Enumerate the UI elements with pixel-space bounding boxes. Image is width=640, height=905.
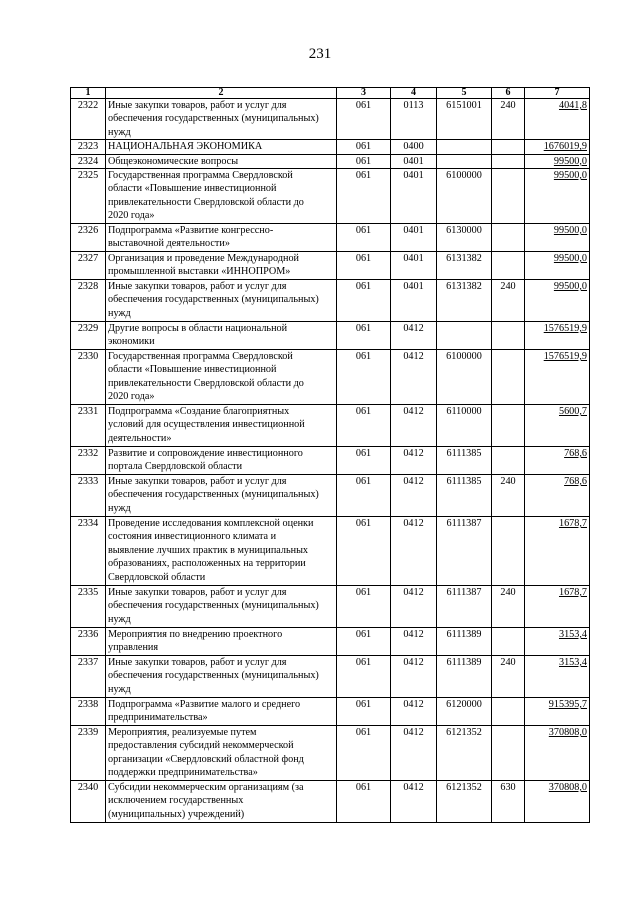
amount-value: 3153,4	[558, 657, 587, 669]
row-name-line: обеспечения государственных (муниципальных)	[108, 294, 319, 306]
row-number: 2334	[71, 517, 106, 586]
target-article-code: 6111389	[437, 628, 492, 656]
section-code: 0412	[391, 475, 437, 517]
row-name-line: Иные закупки товаров, работ и услуг для	[108, 657, 287, 669]
ministry-code: 061	[337, 628, 391, 656]
section-code: 0412	[391, 517, 437, 586]
amount-cell	[525, 475, 590, 517]
column-header: 2	[106, 88, 337, 99]
ministry-code: 061	[337, 698, 391, 726]
ministry-code: 061	[337, 252, 391, 280]
amount-cell	[525, 405, 590, 447]
ministry-code: 061	[337, 586, 391, 628]
table-row	[71, 350, 590, 405]
section-code: 0412	[391, 405, 437, 447]
table-row	[71, 99, 590, 140]
row-name-line: промышленной выставки «ИННОПРОМ»	[108, 266, 291, 278]
target-article-code: 6151001	[437, 99, 492, 140]
row-name	[106, 224, 337, 252]
amount-cell	[525, 586, 590, 628]
section-code: 0113	[391, 99, 437, 140]
section-code: 0412	[391, 322, 437, 350]
row-name	[106, 140, 337, 154]
row-number: 2337	[71, 656, 106, 698]
amount-cell	[525, 322, 590, 350]
amount-cell	[525, 350, 590, 405]
target-article-code	[437, 154, 492, 168]
row-name	[106, 322, 337, 350]
expense-type-code	[492, 154, 525, 168]
section-code: 0401	[391, 280, 437, 322]
section-code: 0412	[391, 726, 437, 781]
row-name	[106, 586, 337, 628]
target-article-code: 6130000	[437, 224, 492, 252]
column-header: 1	[71, 88, 106, 99]
target-article-code	[437, 140, 492, 154]
row-name-line: обеспечения государственных (муниципальных)	[108, 113, 319, 125]
row-name-line: области «Повышение инвестиционной	[108, 364, 277, 376]
target-article-code: 6111387	[437, 517, 492, 586]
ministry-code: 061	[337, 405, 391, 447]
ministry-code: 061	[337, 517, 391, 586]
row-name-line: поддержки предпринимательства»	[108, 767, 258, 779]
section-code: 0412	[391, 628, 437, 656]
target-article-code: 6100000	[437, 350, 492, 405]
row-name-line: НАЦИОНАЛЬНАЯ ЭКОНОМИКА	[108, 141, 263, 153]
amount-value: 5600,7	[558, 406, 587, 418]
expense-type-code: 240	[492, 656, 525, 698]
column-header: 7	[525, 88, 590, 99]
row-name-line: Субсидии некоммерческим организациям (за	[108, 782, 304, 794]
row-name-line: Организация и проведение Международной	[108, 253, 299, 265]
section-code: 0412	[391, 447, 437, 475]
ministry-code: 061	[337, 224, 391, 252]
expense-type-code	[492, 140, 525, 154]
expense-type-code	[492, 252, 525, 280]
row-name-line: Другие вопросы в области национальной	[108, 323, 288, 335]
table-row	[71, 628, 590, 656]
amount-cell	[525, 252, 590, 280]
row-name-line: обеспечения государственных (муниципальных)	[108, 600, 319, 612]
expense-type-code	[492, 322, 525, 350]
row-name	[106, 698, 337, 726]
table-row	[71, 447, 590, 475]
target-article-code: 6121352	[437, 726, 492, 781]
amount-value: 1576519,9	[543, 323, 587, 335]
ministry-code: 061	[337, 781, 391, 823]
table-row	[71, 656, 590, 698]
row-name	[106, 517, 337, 586]
section-code: 0400	[391, 140, 437, 154]
row-number: 2340	[71, 781, 106, 823]
amount-value: 370808,0	[548, 782, 587, 794]
row-name	[106, 350, 337, 405]
row-number: 2338	[71, 698, 106, 726]
column-header: 6	[492, 88, 525, 99]
row-name-line: условий для осуществления инвестиционной	[108, 419, 305, 431]
row-name	[106, 252, 337, 280]
target-article-code: 6131382	[437, 280, 492, 322]
amount-cell	[525, 517, 590, 586]
row-name-line: Развитие и сопровождение инвестиционного	[108, 448, 303, 460]
row-name-line: Иные закупки товаров, работ и услуг для	[108, 100, 287, 111]
row-name-line: предоставления субсидий некоммерческой	[108, 740, 294, 752]
expense-type-code	[492, 169, 525, 224]
ministry-code: 061	[337, 726, 391, 781]
amount-value: 1678,7	[558, 587, 587, 599]
row-number: 2324	[71, 154, 106, 168]
ministry-code: 061	[337, 475, 391, 517]
row-name-line: привлекательности Свердловской области до	[108, 196, 304, 208]
row-name-line: Подпрограмма «Развитие конгрессно-	[108, 225, 274, 237]
row-name-line: управления	[108, 642, 159, 654]
row-name-line: 2020 года»	[108, 210, 155, 222]
row-name	[106, 656, 337, 698]
amount-cell	[525, 781, 590, 823]
table-row	[71, 781, 590, 823]
amount-cell	[525, 447, 590, 475]
row-name	[106, 475, 337, 517]
amount-value: 1678,7	[558, 518, 587, 530]
expense-type-code: 240	[492, 280, 525, 322]
amount-value: 99500,0	[553, 225, 587, 237]
budget-table	[70, 87, 590, 823]
row-name-line: Подпрограмма «Развитие малого и среднего	[108, 699, 301, 711]
target-article-code: 6100000	[437, 169, 492, 224]
row-name-line: 2020 года»	[108, 391, 155, 403]
ministry-code: 061	[337, 447, 391, 475]
amount-value: 99500,0	[553, 253, 587, 265]
row-number: 2339	[71, 726, 106, 781]
section-code: 0412	[391, 698, 437, 726]
row-name-line: (муниципальных) учреждений)	[108, 808, 245, 820]
row-name-line: обеспечения государственных (муниципальных)	[108, 489, 319, 501]
amount-value: 4041,8	[558, 100, 587, 111]
row-name	[106, 99, 337, 140]
expense-type-code	[492, 350, 525, 405]
section-code: 0401	[391, 252, 437, 280]
table-row	[71, 322, 590, 350]
expense-type-code: 240	[492, 99, 525, 140]
amount-cell	[525, 726, 590, 781]
row-name-line: Иные закупки товаров, работ и услуг для	[108, 281, 287, 293]
row-name-line: нужд	[108, 502, 131, 514]
table-body	[71, 99, 590, 823]
row-name-line: экономики	[108, 336, 155, 348]
row-name-line: Общеэкономические вопросы	[108, 155, 239, 167]
amount-value: 3153,4	[558, 629, 587, 641]
section-code: 0412	[391, 781, 437, 823]
row-name-line: выставочной деятельности»	[108, 238, 230, 250]
amount-value: 370808,0	[548, 727, 587, 739]
table-row	[71, 169, 590, 224]
row-name	[106, 781, 337, 823]
expense-type-code	[492, 447, 525, 475]
table-row	[71, 252, 590, 280]
row-name-line: Проведение исследования комплексной оценки	[108, 518, 314, 530]
row-name	[106, 154, 337, 168]
row-name-line: Иные закупки товаров, работ и услуг для	[108, 587, 287, 599]
row-number: 2326	[71, 224, 106, 252]
ministry-code: 061	[337, 350, 391, 405]
row-number: 2327	[71, 252, 106, 280]
amount-value: 768,6	[564, 476, 587, 488]
row-name-line: привлекательности Свердловской области до	[108, 377, 304, 389]
column-header: 5	[437, 88, 492, 99]
ministry-code: 061	[337, 322, 391, 350]
amount-value: 99500,0	[553, 281, 587, 293]
row-number: 2336	[71, 628, 106, 656]
row-name-line: Мероприятия, реализуемые путем	[108, 727, 257, 739]
section-code: 0401	[391, 169, 437, 224]
row-name-line: Подпрограмма «Создание благоприятных	[108, 406, 290, 418]
ministry-code: 061	[337, 140, 391, 154]
page-number: 231	[308, 46, 332, 62]
row-number: 2323	[71, 140, 106, 154]
amount-value: 768,6	[564, 448, 587, 460]
amount-value: 99500,0	[553, 155, 587, 167]
target-article-code: 6120000	[437, 698, 492, 726]
target-article-code: 6110000	[437, 405, 492, 447]
row-name	[106, 447, 337, 475]
section-code: 0401	[391, 224, 437, 252]
row-name-line: Иные закупки товаров, работ и услуг для	[108, 476, 287, 488]
row-name-line: области «Повышение инвестиционной	[108, 183, 277, 195]
expense-type-code	[492, 517, 525, 586]
row-number: 2322	[71, 99, 106, 140]
target-article-code: 6111389	[437, 656, 492, 698]
table-row	[71, 517, 590, 586]
ministry-code: 061	[337, 280, 391, 322]
table-header-row	[71, 88, 590, 99]
ministry-code: 061	[337, 169, 391, 224]
table-row	[71, 698, 590, 726]
row-name-line: нужд	[108, 126, 131, 138]
row-number: 2329	[71, 322, 106, 350]
table-row	[71, 154, 590, 168]
table-row	[71, 280, 590, 322]
expense-type-code: 630	[492, 781, 525, 823]
target-article-code: 6131382	[437, 252, 492, 280]
amount-cell	[525, 628, 590, 656]
target-article-code: 6111385	[437, 447, 492, 475]
expense-type-code	[492, 628, 525, 656]
row-number: 2332	[71, 447, 106, 475]
amount-cell	[525, 224, 590, 252]
row-name-line: Мероприятия по внедрению проектного	[108, 629, 283, 641]
amount-cell	[525, 99, 590, 140]
amount-value: 99500,0	[553, 170, 587, 182]
column-header: 4	[391, 88, 437, 99]
section-code: 0412	[391, 656, 437, 698]
row-name-line: нужд	[108, 683, 131, 695]
target-article-code: 6111387	[437, 586, 492, 628]
row-name	[106, 405, 337, 447]
row-name-line: нужд	[108, 307, 131, 319]
row-name-line: организации «Свердловский областной фонд	[108, 753, 304, 765]
row-name-line: портала Свердловской области	[108, 461, 243, 473]
row-name-line: предпринимательства»	[108, 712, 208, 724]
expense-type-code	[492, 405, 525, 447]
amount-cell	[525, 140, 590, 154]
row-name-line: нужд	[108, 613, 131, 625]
amount-cell	[525, 280, 590, 322]
expense-type-code: 240	[492, 475, 525, 517]
row-number: 2333	[71, 475, 106, 517]
table-row	[71, 726, 590, 781]
table-row	[71, 224, 590, 252]
row-name	[106, 280, 337, 322]
target-article-code: 6121352	[437, 781, 492, 823]
ministry-code: 061	[337, 656, 391, 698]
row-name-line: деятельности»	[108, 432, 172, 444]
row-name	[106, 726, 337, 781]
row-name-line: Государственная программа Свердловской	[108, 170, 293, 182]
table-row	[71, 140, 590, 154]
table-row	[71, 405, 590, 447]
row-name-line: Свердловской области	[108, 571, 206, 583]
table-row	[71, 475, 590, 517]
row-number: 2325	[71, 169, 106, 224]
row-name-line: выявление лучших практик в муниципальных	[108, 544, 309, 556]
column-header: 3	[337, 88, 391, 99]
ministry-code: 061	[337, 99, 391, 140]
amount-cell	[525, 698, 590, 726]
row-name-line: обеспечения государственных (муниципальных)	[108, 670, 319, 682]
row-name-line: образованиях, расположенных на территории	[108, 558, 306, 570]
amount-cell	[525, 169, 590, 224]
row-number: 2330	[71, 350, 106, 405]
amount-value: 1676019,9	[543, 141, 587, 153]
row-number: 2335	[71, 586, 106, 628]
row-name-line: состояния инвестиционного климата и	[108, 531, 277, 543]
target-article-code	[437, 322, 492, 350]
section-code: 0412	[391, 586, 437, 628]
section-code: 0401	[391, 154, 437, 168]
row-name-line: Государственная программа Свердловской	[108, 351, 293, 363]
row-name	[106, 628, 337, 656]
expense-type-code	[492, 698, 525, 726]
expense-type-code	[492, 726, 525, 781]
ministry-code: 061	[337, 154, 391, 168]
row-name-line: исключением государственных	[108, 795, 244, 807]
row-number: 2331	[71, 405, 106, 447]
table-row	[71, 586, 590, 628]
expense-type-code	[492, 224, 525, 252]
section-code: 0412	[391, 350, 437, 405]
target-article-code: 6111385	[437, 475, 492, 517]
amount-value: 915395,7	[548, 699, 587, 711]
row-name	[106, 169, 337, 224]
amount-cell	[525, 656, 590, 698]
row-number: 2328	[71, 280, 106, 322]
expense-type-code: 240	[492, 586, 525, 628]
amount-cell	[525, 154, 590, 168]
amount-value: 1576519,9	[543, 351, 587, 363]
